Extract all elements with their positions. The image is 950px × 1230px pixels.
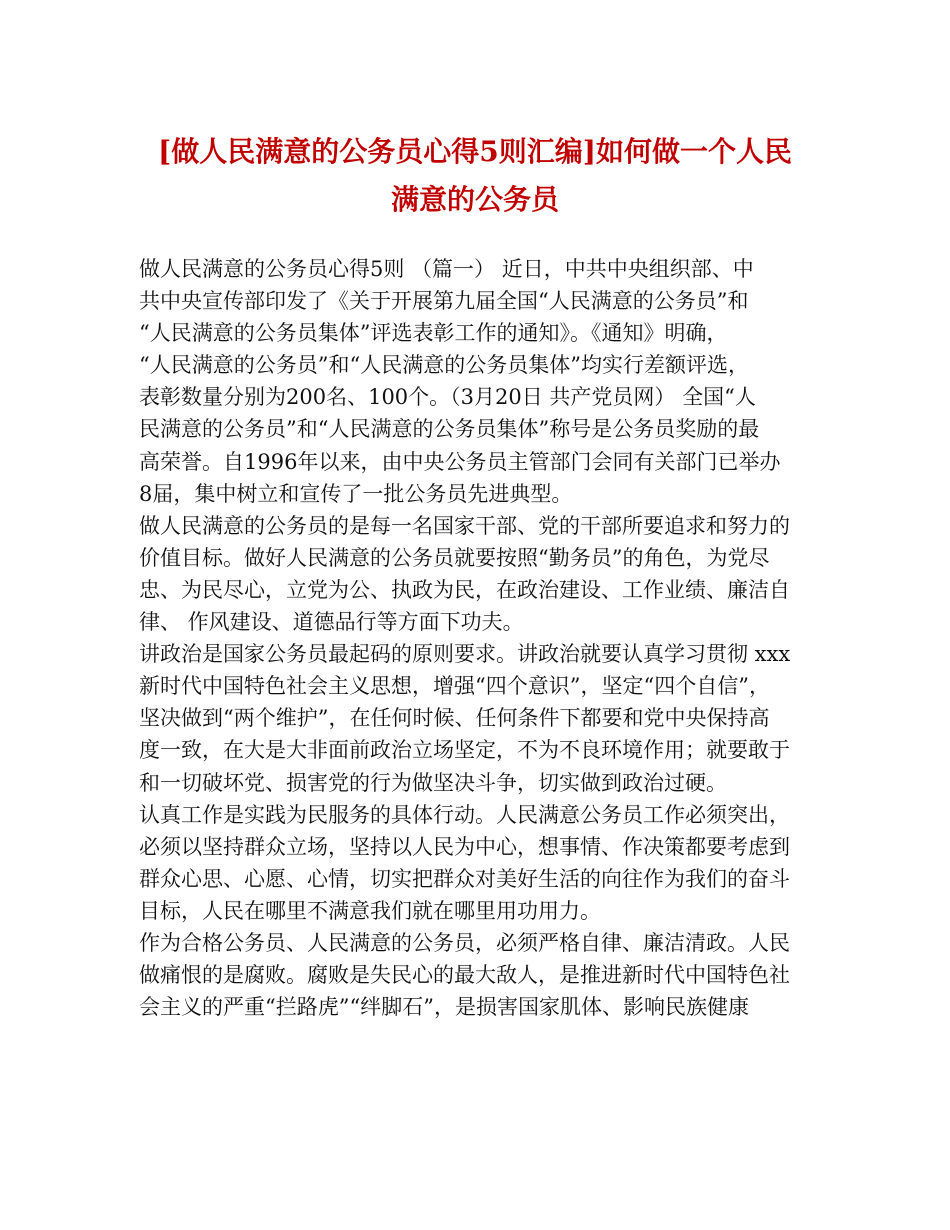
body-line: 高荣誉。自1996年以来，由中央公务员主管部门会同有关部门已举办 bbox=[139, 449, 781, 474]
body-line: 作为合格公务员、人民满意的公务员，必须严格自律、廉洁清政。人民 bbox=[139, 930, 790, 955]
body-line: 律、 作风建设、道德品行等方面下功夫。 bbox=[139, 610, 524, 635]
body-line: 新时代中国特色社会主义思想，增强“四个意识”，坚定“四个自信”， bbox=[139, 674, 770, 699]
body-line: 做人民满意的公务员的是每一名国家干部、党的干部所要追求和努力的 bbox=[139, 513, 790, 538]
body-line: “人民满意的公务员集体”评选表彰工作的通知》。《通知》明确， bbox=[139, 321, 728, 346]
body-line: 和一切破坏党、损害党的行为做坚决斗争，切实做到政治过硬。 bbox=[139, 770, 727, 795]
document-body bbox=[139, 253, 819, 1023]
body-line: 度一致，在大是大非面前政治立场坚定，不为不良环境作用；就要敢于 bbox=[139, 738, 790, 763]
body-line: 8届，集中树立和宣传了一批公务员先进典型。 bbox=[139, 481, 573, 506]
body-line: 讲政治是国家公务员最起码的原则要求。讲政治就要认真学习贯彻 xxx bbox=[139, 642, 791, 667]
body-line: 做人民满意的公务员心得5则 （篇一） 近日，中共中央组织部、中 bbox=[139, 257, 754, 281]
title-line-1: [做人民满意的公务员心得5则汇编]如何做一个人民 bbox=[158, 135, 792, 168]
body-line: 价值目标。做好人民满意的公务员就要按照“勤务员”的角色，为党尽 bbox=[139, 545, 770, 570]
body-line: 目标，人民在哪里不满意我们就在哪里用功用力。 bbox=[139, 898, 601, 923]
body-line: 忠、为民尽心，立党为公、执政为民，在政治建设、工作业绩、廉洁自 bbox=[139, 577, 790, 602]
body-line: “人民满意的公务员”和“人民满意的公务员集体”均实行差额评选， bbox=[139, 353, 749, 378]
body-line: 共中央宣传部印发了《关于开展第九届全国“人民满意的公务员”和 bbox=[139, 289, 749, 314]
body-line: 表彰数量分别为200名、100个。（3月20日 共产党员网） 全国“人 bbox=[139, 385, 756, 410]
body-line: 会主义的严重“拦路虎”“绊脚石”，是损害国家肌体、影响民族健康 bbox=[139, 995, 749, 1020]
body-line: 民满意的公务员”和“人民满意的公务员集体”称号是公务员奖励的最 bbox=[139, 417, 760, 442]
body-line: 坚决做到“两个维护”，在任何时候、任何条件下都要和党中央保持高 bbox=[139, 706, 770, 731]
document-title bbox=[0, 128, 950, 224]
body-line: 做痛恨的是腐败。腐败是失民心的最大敌人，是推进新时代中国特色社 bbox=[139, 963, 790, 988]
body-line: 认真工作是实践为民服务的具体行动。人民满意公务员工作必须突出， bbox=[139, 802, 790, 827]
title-line-2: 满意的公务员 bbox=[390, 183, 559, 216]
body-line: 必须以坚持群众立场，坚持以人民为中心，想事情、作决策都要考虑到 bbox=[139, 834, 790, 859]
body-line: 群众心思、心愿、心情，切实把群众对美好生活的向往作为我们的奋斗 bbox=[139, 866, 790, 891]
